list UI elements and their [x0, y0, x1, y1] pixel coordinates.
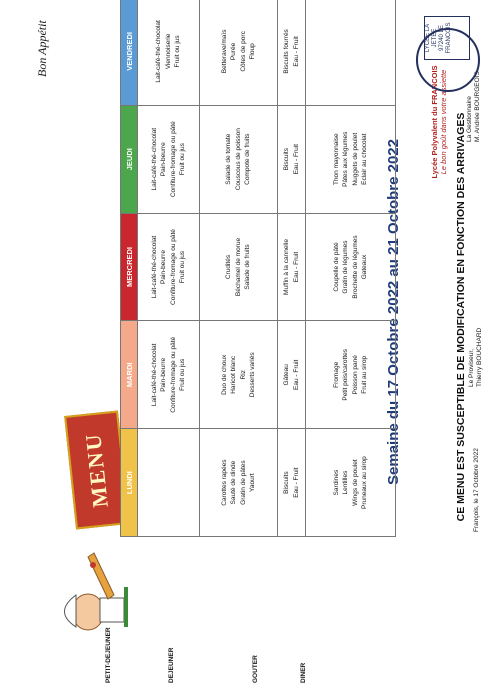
menu-item: Eau - Fruit — [292, 467, 300, 498]
row-label-dejeuner: DEJEUNER — [168, 647, 175, 683]
menu-item: Eau - Fruit — [292, 144, 300, 175]
menu-item: Gateaux — [361, 254, 368, 280]
menu-item: Confiture-fromage ou pâté — [169, 229, 177, 305]
menu-item: Confiture-fromage ou pâté — [169, 336, 177, 413]
day-header-vendredi: VENDREDI — [121, 0, 138, 105]
menu-cell — [138, 213, 200, 321]
school-stamp — [424, 16, 470, 60]
menu-item: Lait-café-thé-chocolat — [150, 235, 158, 299]
menu-item: Petit pois/carottes — [342, 348, 349, 401]
proviseur-name: Thierry BOUCHARD — [476, 327, 483, 387]
menu-item: Compote de fruits — [244, 133, 252, 185]
menu-cell — [200, 321, 278, 429]
proviseur-title: Le Proviseur, — [468, 349, 475, 387]
menu-item: Gratin de légumes — [342, 240, 349, 294]
menu-item: Fruit ou jus — [174, 35, 182, 68]
menu-item: Gâteau — [283, 364, 290, 386]
menu-cell — [138, 105, 200, 213]
menu-item: Couscous de poisson — [234, 128, 242, 191]
menu-item: Biscuits fourrés — [283, 29, 290, 74]
menu-item: Muffin à la cannelle — [283, 239, 290, 295]
menu-item: Confiture-fromage ou pâté — [169, 121, 177, 198]
menu-item: Carottes rapées — [220, 459, 228, 506]
row-label-diner: DINER — [300, 662, 307, 683]
menu-cell — [278, 429, 306, 537]
menu-item: Brochette de légumes — [351, 235, 359, 299]
signature-date: François, le 17 Octobre 2022 — [473, 448, 480, 532]
day-header-mercredi: MERCREDI — [121, 213, 138, 321]
stamp-line-2: 97240 LE FRANCOIS — [439, 22, 452, 54]
menu-item: Eclair au chocolat — [361, 133, 368, 185]
menu-item: Pain-beurre — [160, 142, 167, 177]
menu-item: Salade de fruits — [244, 244, 252, 290]
chef-illustration — [48, 527, 133, 647]
menu-item: Desserts variés — [249, 352, 256, 398]
modification-notice: CE MENU EST SUSCEPTIBLE DE MODIFICATION EN FONCTION DES ARRIVAGES — [455, 112, 467, 522]
menu-item: Yaourt — [249, 473, 256, 492]
menu-item: Pruneaux au sirop — [361, 456, 368, 509]
menu-cell — [306, 105, 396, 213]
menu-item: Floup — [249, 43, 256, 60]
menu-item: Côtes de porc — [239, 31, 247, 72]
menu-cell — [138, 321, 200, 429]
meal-row-petit-dejeuner — [138, 0, 200, 537]
gestionnaire-name: M. Andrée BOURGEOIS — [474, 71, 481, 142]
menu-logo: MENU — [64, 410, 130, 529]
menu-cell — [306, 321, 396, 429]
meal-row-dejeuner — [200, 0, 278, 537]
menu-item: Eau - Fruit — [292, 36, 300, 67]
bon-appetit-text: Bon Appétit — [35, 20, 49, 77]
day-header-lundi: LUNDI — [121, 429, 138, 537]
menu-item: Nuggets de poulet — [351, 132, 359, 186]
menu-item: Duo de choux — [220, 354, 228, 395]
day-header-mardi: MARDI — [121, 321, 138, 429]
meal-row-gouter — [278, 0, 306, 537]
menu-item: Haricot blanc — [230, 355, 237, 394]
menu-item: Betterave/maïs — [220, 29, 228, 74]
menu-item: Wings de poulet — [351, 459, 359, 506]
stamp-line-1: LYCEE LA JETEE — [425, 23, 438, 53]
menu-item: Lait-café-thé-chocolat — [155, 20, 163, 83]
menu-item: Eau - Fruit — [292, 359, 300, 390]
menu-item: Purée — [230, 42, 237, 61]
day-header-row — [121, 0, 138, 537]
menu-cell — [278, 213, 306, 321]
menu-cell — [138, 0, 200, 105]
menu-cell — [200, 213, 278, 321]
day-header-jeudi: JEUDI — [121, 105, 138, 213]
menu-cell — [278, 321, 306, 429]
menu-item: Poisson pané — [351, 355, 359, 395]
menu-item: Eau - Fruit — [292, 251, 300, 283]
menu-item: Fruit ou jus — [179, 250, 186, 284]
menu-cell — [306, 213, 396, 321]
menu-item: Biscuits — [283, 471, 290, 494]
menu-item: Fruit ou jus — [179, 143, 186, 176]
menu-item: Fruit au sirop — [361, 355, 368, 394]
gestionnaire-title: La Gestionnaire — [466, 96, 473, 142]
menu-item: Sardines — [332, 469, 340, 496]
menu-item: Lentilles — [342, 470, 349, 495]
menu-item: Viennoiserie — [164, 33, 172, 70]
menu-cell — [278, 105, 306, 213]
menu-table — [120, 0, 396, 537]
school-name: Lycée Polyvalent du FRANCOIS — [430, 65, 439, 179]
menu-cell — [306, 429, 396, 537]
menu-item: Coupelle de pâté — [332, 242, 340, 292]
page-title: Semaine du 17 Octobre 2022 au 21 Octobre 2022 — [385, 139, 402, 485]
menu-item: Lait-café-thé-chocolat — [150, 343, 158, 407]
proviseur-signature — [468, 328, 484, 387]
menu-item: Pain-beurre — [160, 357, 167, 392]
menu-item: Gratin de pâtes — [239, 460, 247, 505]
row-label-gouter: GOUTER — [252, 655, 259, 683]
menu-cell — [278, 0, 306, 105]
menu-item: Salade de tomate — [225, 133, 233, 185]
menu-cell — [200, 0, 278, 105]
menu-cell — [200, 429, 278, 537]
menu-cell — [306, 0, 396, 105]
menu-cell — [200, 105, 278, 213]
menu-item: Crudités — [225, 254, 233, 280]
menu-item: Thon mayonnaise — [332, 133, 340, 186]
menu-item: Fromage — [332, 361, 340, 388]
menu-item: Pain-beurre — [160, 250, 167, 284]
school-slogan: Le bon goût dans votre assiette — [439, 69, 448, 175]
menu-item: Sauté de dinde — [230, 460, 237, 505]
meal-row-diner — [306, 0, 396, 537]
menu-item: Fruit ou jus — [179, 358, 186, 391]
menu-item: Pâtes aux légumes — [342, 131, 349, 187]
menu-cell — [138, 429, 200, 537]
menu-item: Béchamel de morue — [234, 237, 242, 297]
menu-item: Lait-café-thé-chocolat — [150, 127, 158, 191]
menu-item: Riz — [239, 370, 247, 380]
row-label-petit-dejeuner: PETIT-DEJEUNER — [105, 627, 112, 683]
menu-item: Biscuits — [283, 148, 290, 171]
